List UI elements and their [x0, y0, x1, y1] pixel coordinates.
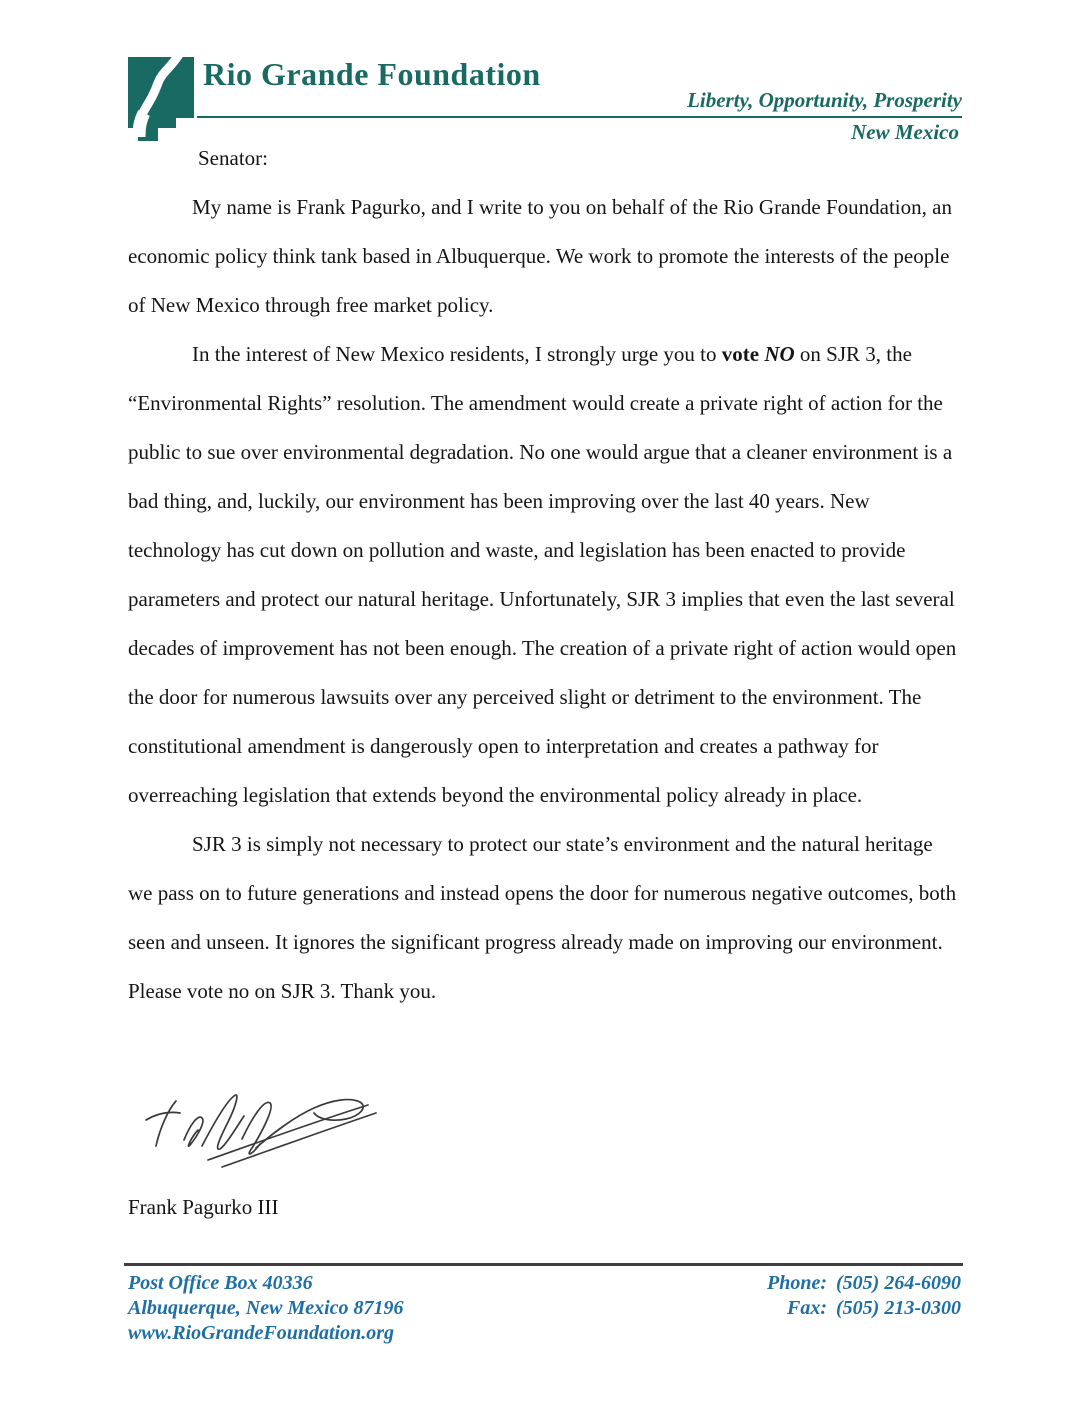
- letter-paragraph: In the interest of New Mexico residents, I strongly urge you to vote NO on SJR 3, the “Environmental Rights” resolution. The amendment would create a private right of action for the public to sue over environmental degradation. No one would argue that a cleaner environment is a bad thing, and, luckily, our environment has been improving over the last 40 years. New technology has cut down on pollution and waste, and legislation has been enacted to provide parameters and protect our natural heritage. Unfortunately, SJR 3 implies that even the last several decades of improvement has not been enough. The creation of a private right of action would open the door for numerous lawsuits over any perceived slight or detriment to the environment. The constitutional amendment is dangerously open to interpretation and creates a pathway for overreaching legislation that extends beyond the environmental policy already in place.: [128, 342, 957, 807]
- org-tagline: Liberty, Opportunity, Prosperity: [687, 88, 962, 112]
- footer-fax: [767, 1296, 961, 1321]
- salutation: Senator:: [198, 146, 268, 170]
- footer-address-line: Albuquerque, New Mexico 87196: [128, 1297, 404, 1319]
- org-region: New Mexico: [851, 120, 959, 144]
- header-divider: [197, 116, 962, 118]
- letter-paragraph: SJR 3 is simply not necessary to protect our state’s environment and the natural heritage we pass on to future generations and instead opens the door for numerous negative outcomes, both seen and unseen. It ignores the significant progress already made on improving our environment. Please vote no on SJR 3. Thank you.: [128, 832, 957, 1003]
- fax-label: Fax:: [787, 1297, 828, 1319]
- fax-value: (505) 213-0300: [836, 1297, 961, 1319]
- footer-address-line: www.RioGrandeFoundation.org: [128, 1322, 395, 1344]
- footer-address-line: Post Office Box 40336: [128, 1272, 313, 1294]
- letter-body: [128, 134, 961, 1016]
- handwritten-signature-icon: [138, 1076, 396, 1172]
- letter-paragraph: My name is Frank Pagurko, and I write to you on behalf of the Rio Grande Foundation, an economic policy think tank based in Albuquerque. We work to promote the interests of the people of New Mexico through free market policy.: [128, 195, 952, 317]
- footer-phone: [767, 1271, 961, 1296]
- footer: [128, 1271, 961, 1346]
- letter-paragraphs: [128, 183, 961, 1016]
- footer-address: [128, 1271, 404, 1346]
- org-name: Rio Grande Foundation: [203, 56, 541, 92]
- signer-name: Frank Pagurko III: [128, 1195, 279, 1219]
- footer-contact: [767, 1271, 961, 1346]
- phone-value: (505) 264-6090: [836, 1272, 961, 1294]
- footer-divider: [124, 1263, 963, 1266]
- phone-label: Phone:: [767, 1272, 828, 1294]
